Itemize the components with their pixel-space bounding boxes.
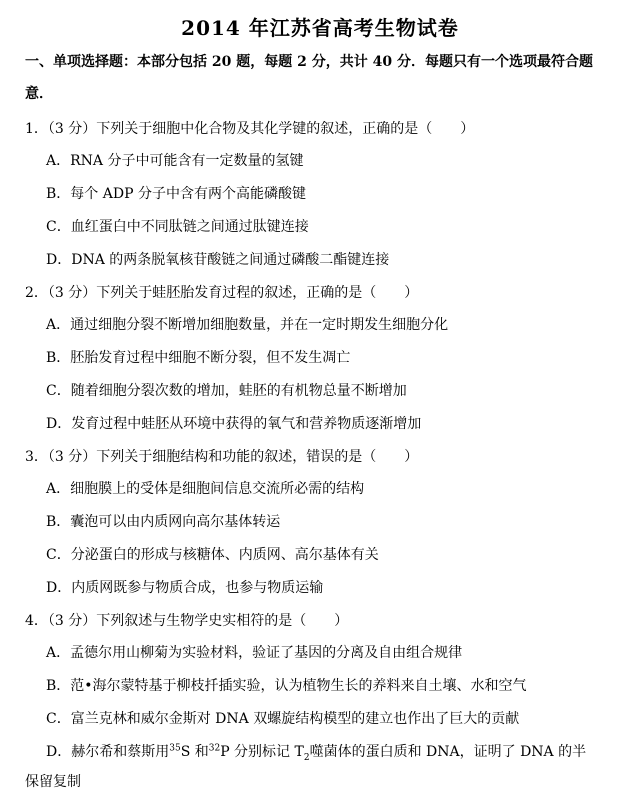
- question-1-option-d: D．DNA 的两条脱氧核苷酸链之间通过磷酸二酯键连接: [46, 252, 390, 268]
- question-4-option-a: A．孟德尔用山柳菊为实验材料，验证了基因的分离及自由组合规律: [46, 645, 463, 661]
- page-title: 2014 年江苏省高考生物试卷: [181, 16, 459, 40]
- question-4-option-b: B．范•海尔蒙特基于柳枝扦插实验，认为植物生长的养料来自土壤、水和空气: [46, 678, 527, 694]
- question-4-option-d: [46, 741, 586, 761]
- section-heading: [25, 46, 625, 110]
- section-heading-line1: 一、单项选择题：本部分包括 20 题，每题 2 分，共计 40 分．每题只有一个选项最符合题: [25, 54, 593, 70]
- question-3-option-b: B．囊泡可以由内质网向高尔基体转运: [46, 514, 281, 530]
- question-2-option-b: B．胚胎发育过程中细胞不断分裂，但不发生凋亡: [46, 350, 351, 366]
- section-heading-line2: 意．: [25, 86, 53, 102]
- isotope-32-sup: 32: [208, 743, 221, 754]
- question-1-option-b: B．每个 ADP 分子中含有两个高能磷酸键: [46, 186, 306, 202]
- question-4-stem: 4．（3 分）下列叙述与生物学史实相符的是（ ）: [25, 613, 349, 629]
- option-d-text-2: S 和: [180, 744, 209, 760]
- option-d-text-1: D．赫尔希和蔡斯用: [46, 744, 170, 760]
- question-3-option-d: D．内质网既参与物质合成，也参与物质运输: [46, 580, 324, 596]
- question-4-option-d-line2: 保留复制: [25, 774, 81, 790]
- isotope-35-sup: 35: [169, 743, 181, 754]
- question-2-stem: 2．（3 分）下列关于蛙胚胎发育过程的叙述，正确的是（ ）: [25, 285, 419, 301]
- question-3-option-c: C．分泌蛋白的形成与核糖体、内质网、高尔基体有关: [46, 547, 379, 563]
- option-d-text-4: 噬菌体的蛋白质和 DNA，证明了 DNA 的半: [309, 744, 587, 760]
- question-4-option-c: C．富兰克林和威尔金斯对 DNA 双螺旋结构模型的建立也作出了巨大的贡献: [46, 711, 520, 727]
- question-2-option-d: D．发育过程中蛙胚从环境中获得的氧气和营养物质逐渐增加: [46, 416, 422, 432]
- t2-subscript: 2: [303, 752, 310, 763]
- question-1-option-c: C．血红蛋白中不同肽链之间通过肽键连接: [46, 219, 309, 235]
- question-2-option-a: A．通过细胞分裂不断增加细胞数量，并在一定时期发生细胞分化: [46, 317, 449, 333]
- question-3-stem: 3．（3 分）下列关于细胞结构和功能的叙述，错误的是（ ）: [25, 449, 419, 465]
- question-1-option-a: A．RNA 分子中可能含有一定数量的氢键: [46, 153, 304, 169]
- question-3-option-a: A．细胞膜上的受体是细胞间信息交流所必需的结构: [46, 481, 365, 497]
- question-1-stem: 1．（3 分）下列关于细胞中化合物及其化学键的叙述，正确的是（ ）: [25, 121, 475, 137]
- question-2-option-c: C．随着细胞分裂次数的增加，蛙胚的有机物总量不断增加: [46, 383, 407, 399]
- option-d-text-3: P 分别标记 T: [220, 744, 304, 760]
